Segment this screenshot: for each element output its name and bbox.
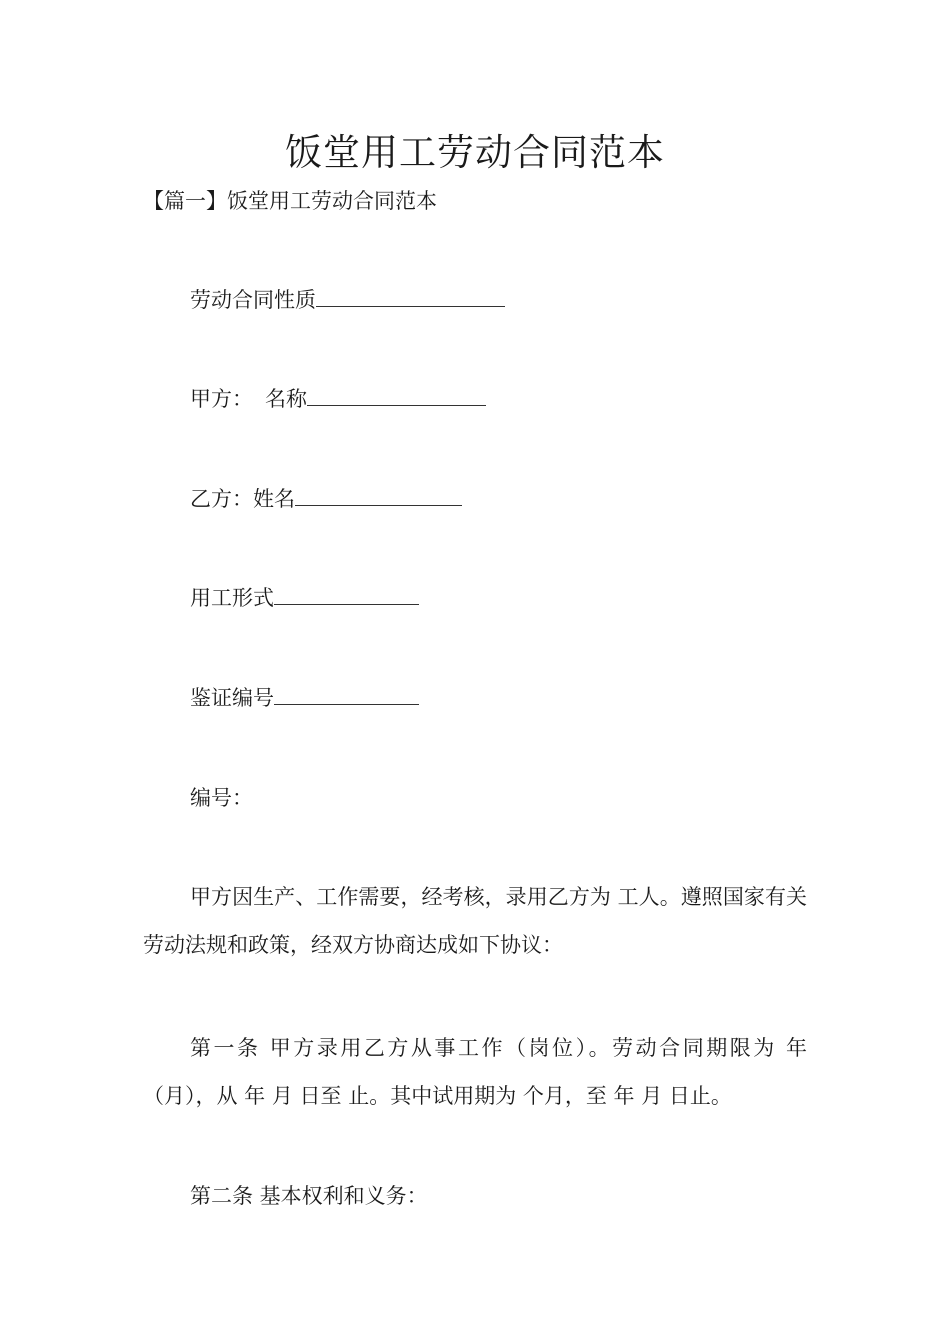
number-field: [190, 783, 253, 813]
contract-nature-blank: [316, 285, 505, 307]
verification-no-blank: [274, 683, 419, 705]
party-b-field: [190, 484, 462, 514]
contract-nature-label: 劳动合同性质: [190, 288, 316, 312]
intro-paragraph: 甲方因生产、工作需要，经考核，录用乙方为 工人。遵照国家有关劳动法规和政策，经双方协商达成如下协议：: [143, 885, 807, 957]
article-2-heading: 第二条 基本权利和义务：: [190, 1184, 428, 1208]
party-b-name-blank: [295, 484, 462, 506]
employment-form-field: [190, 583, 419, 613]
contract-nature-field: [190, 285, 505, 315]
party-b-label: 乙方：姓名: [190, 487, 295, 511]
party-a-label: 甲方：: [190, 387, 253, 411]
employment-form-label: 用工形式: [190, 586, 274, 610]
party-a-name-label: 名称: [265, 387, 307, 411]
party-a-field: [190, 384, 486, 414]
verification-no-label: 鉴证编号: [190, 686, 274, 710]
party-a-name-blank: [307, 384, 486, 406]
section-heading: 【篇一】饭堂用工劳动合同范本: [143, 189, 437, 213]
verification-no-field: [190, 683, 419, 713]
page-title: 饭堂用工劳动合同范本: [285, 131, 665, 174]
article-1-paragraph: 第一条 甲方录用乙方从事工作（岗位）。劳动合同期限为 年（月），从 年 月 日至 止。其中试用期为 个月，至 年 月 日止。: [143, 1036, 807, 1108]
employment-form-blank: [274, 583, 419, 605]
number-label: 编号：: [190, 786, 253, 810]
